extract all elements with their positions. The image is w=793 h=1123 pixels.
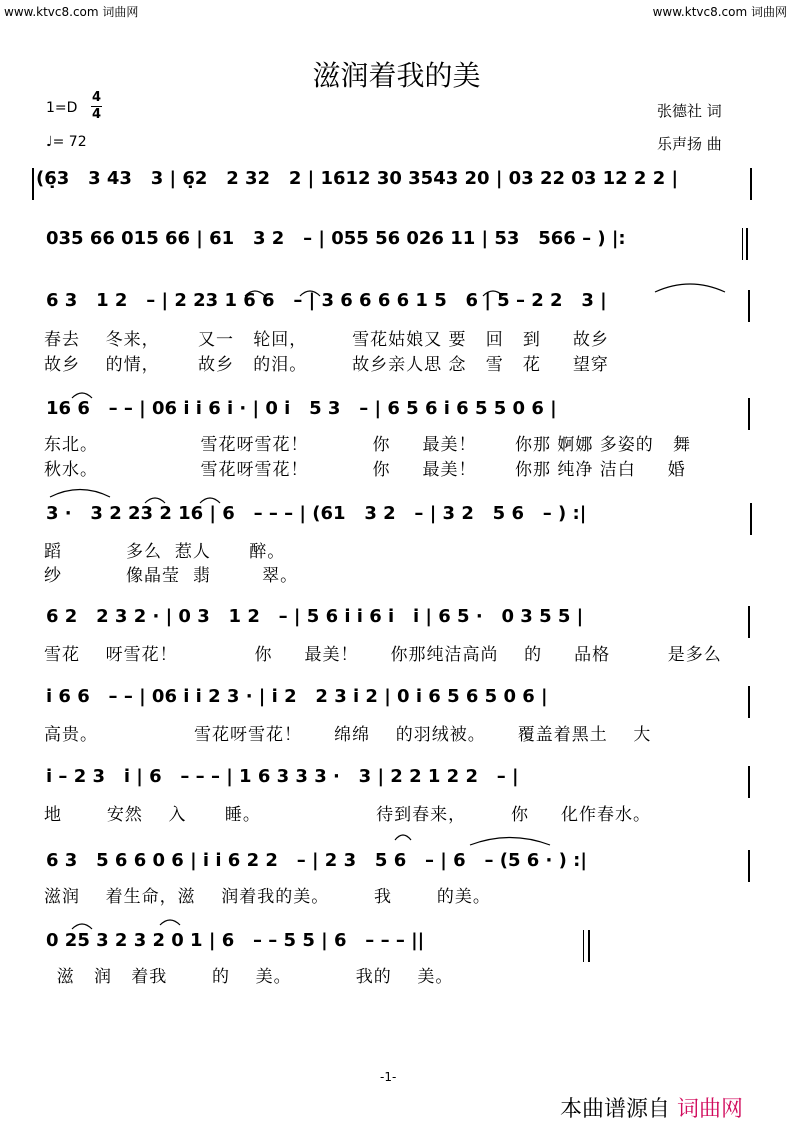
notes: 0 25 3 2 3 2 0 1 | 6 – – 5 5 | 6 – – – || bbox=[46, 930, 425, 951]
key-signature: 1=D bbox=[46, 100, 78, 116]
lyric-verse-2: 秋水。 雪花呀雪花！ 你 最美！ 你那 纯净 洁白 婚 bbox=[44, 460, 686, 480]
tempo-marking: ♩= 72 bbox=[46, 134, 87, 150]
lyric-verse-1: 地 安然 入 睡。 待到春来， 你 化作春水。 bbox=[44, 805, 651, 825]
slur bbox=[483, 291, 503, 296]
source-site: 词曲网 bbox=[677, 1097, 744, 1122]
lyric-verse-1: 滋 润 着我 的 美。 我的 美。 bbox=[44, 967, 454, 987]
slur bbox=[72, 393, 92, 398]
source-prefix: 本曲谱源自 bbox=[560, 1097, 671, 1122]
lyric-verse-1: 东北。 雪花呀雪花！ 你 最美！ 你那 婀娜 多姿的 舞 bbox=[44, 435, 691, 455]
lyric-verse-1: 春去 冬来， 又一 轮回， 雪花姑娘又 要 回 到 故乡 bbox=[44, 330, 609, 350]
slur bbox=[470, 838, 550, 846]
lyric-verse-1: 滋润 着生命，滋 润着我的美。 我 的美。 bbox=[44, 887, 491, 907]
slur bbox=[245, 291, 265, 296]
notes: 6 2 2 3 2 · | 0 3 1 2 – | 5 6 i i 6 i i | 6 5 · 0 3 5 5 | bbox=[46, 606, 584, 627]
slur bbox=[200, 498, 220, 503]
page-title: 滋润着我的美 bbox=[312, 59, 481, 92]
time-sig-bottom: 4 bbox=[92, 107, 102, 122]
notes: 6 3 1 2 – | 2 23 1 6 6 – | 3 6 6 6 6 1 5 6 | 5 – 2 2 3 | bbox=[46, 290, 607, 311]
notes: 3 · 3 2 23 2 16 | 6 – – – | (61 3 2 – | 3 2 5 6 – ) :| bbox=[46, 503, 587, 524]
notes: 035 66 015 66 | 61 3 2 – | 055 56 026 11 | 53 566 – ) |: bbox=[46, 228, 626, 249]
lyric-verse-1: 高贵。 雪花呀雪花！ 绵绵 的羽绒被。 覆盖着黑土 大 bbox=[44, 725, 652, 745]
lyric-verse-2: 纱 像晶莹 翡 翠。 bbox=[44, 566, 299, 586]
notes: (6̣3 3 43 3 | 6̣2 2 32 2 | 1612 30 3543 20 | 03 22 03 12 2 2 | bbox=[36, 168, 679, 189]
watermark-left: www.ktvc8.com 词曲网 bbox=[4, 5, 139, 19]
time-sig-top: 4 bbox=[92, 90, 102, 105]
slur bbox=[145, 498, 165, 503]
slur bbox=[300, 291, 320, 296]
lyricist-credit: 张德社 词 bbox=[657, 102, 722, 120]
page-number: -1- bbox=[380, 1070, 397, 1084]
slur bbox=[655, 284, 725, 292]
composer-credit: 乐声扬 曲 bbox=[657, 135, 722, 153]
lyric-verse-2: 故乡 的情， 故乡 的泪。 故乡亲人思 念 雪 花 望穿 bbox=[44, 355, 609, 375]
notes: 16 6 – – | 06 i i 6 i · | 0 i 5 3 – | 6 5 6 i 6 5 5 0 6 | bbox=[46, 398, 557, 419]
notes: 6 3 5 6 6 0 6 | i i 6 2 2 – | 2 3 5 6 – | 6 – (5 6 · ) :| bbox=[46, 850, 587, 871]
slur bbox=[50, 490, 110, 498]
notes: i – 2 3 i | 6 – – – | 1 6 3 3 3 · 3 | 2 2 1 2 2 – | bbox=[46, 766, 519, 787]
watermark-right: www.ktvc8.com 词曲网 bbox=[652, 5, 787, 19]
notes: i 6 6 – – | 06 i i 2 3 · | i 2 2 3 i 2 | 0 i 6 5 6 5 0 6 | bbox=[46, 686, 548, 707]
lyric-verse-1: 蹈 多么 惹人 醉。 bbox=[44, 542, 286, 562]
slur bbox=[72, 924, 92, 929]
slur bbox=[395, 835, 411, 840]
lyric-verse-1: 雪花 呀雪花！ 你 最美！ 你那纯洁高尚 的 品格 是多么 bbox=[44, 645, 722, 665]
slur bbox=[160, 920, 180, 925]
source-credit bbox=[560, 1092, 743, 1123]
